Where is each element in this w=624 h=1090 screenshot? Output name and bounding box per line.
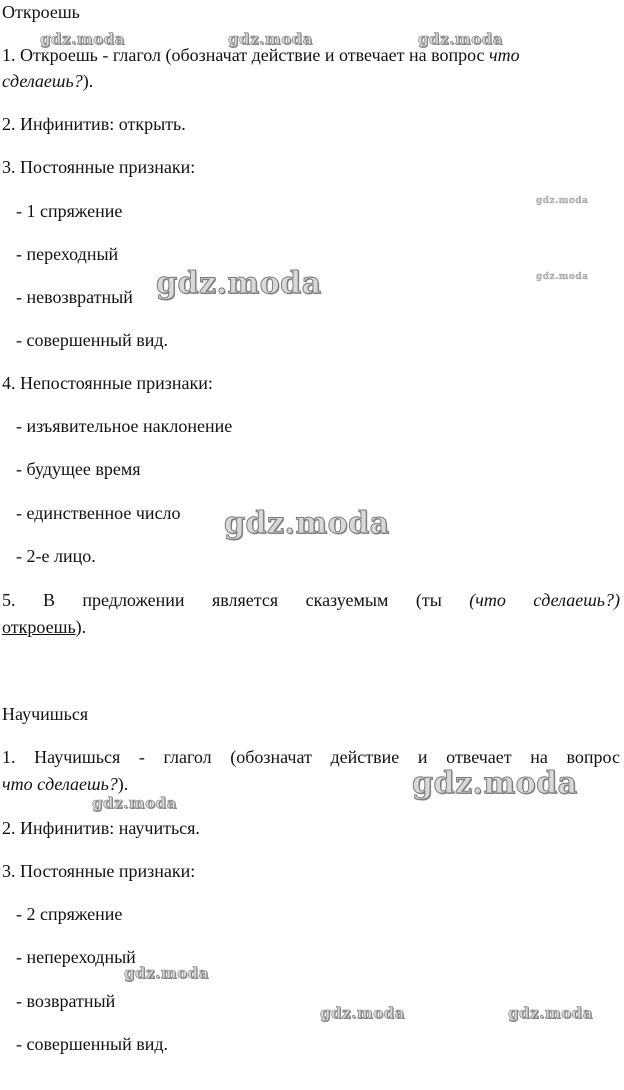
watermark: gdz.moda: [224, 506, 390, 541]
list-item: - 2-е лицо.: [16, 546, 96, 566]
list-item: - единственное число: [16, 503, 181, 523]
watermark: gdz.moda: [508, 1004, 593, 1022]
watermark: gdz.moda: [536, 272, 589, 282]
watermark: gdz.moda: [412, 766, 578, 801]
point-1-question: что сделаешь?: [2, 774, 118, 794]
section-1-point-5: [2, 589, 620, 611]
point-1-question-cont: сделаешь?: [2, 71, 83, 91]
section-1-point-1-cont: [2, 70, 93, 92]
section-2-point-2: 2. Инфинитив: научиться.: [2, 818, 200, 838]
section-2-point-1-cont: [2, 773, 128, 795]
watermark: gdz.moda: [320, 1004, 405, 1022]
section-2-title: Научишься: [2, 704, 89, 724]
section-1-point-5-cont: [2, 616, 86, 638]
point-1-question: что: [489, 45, 520, 65]
watermark: gdz.moda: [156, 266, 322, 301]
point-1-end: ).: [117, 774, 129, 794]
list-item: - невозвратный: [16, 287, 133, 307]
point-5-text: 5. В предложении является сказуемым (ты: [2, 590, 470, 610]
list-item: - непереходный: [16, 947, 136, 967]
watermark: gdz.moda: [92, 794, 177, 812]
list-item: - изъявительное наклонение: [16, 416, 233, 436]
watermark: gdz.moda: [536, 196, 589, 206]
section-1-point-4: 4. Непостоянные признаки:: [2, 373, 213, 393]
point-5-question: (что сделаешь?): [469, 590, 620, 610]
section-1-point-3: 3. Постоянные признаки:: [2, 157, 196, 177]
list-item: - 2 спряжение: [16, 904, 123, 924]
section-2-point-3: 3. Постоянные признаки:: [2, 861, 196, 881]
section-2-point-1: 1. Научишься - глагол (обозначат действие и отвечает на вопрос: [2, 747, 620, 767]
watermark: gdz.moda: [40, 30, 125, 48]
watermark: gdz.moda: [228, 30, 313, 48]
watermark: gdz.moda: [124, 964, 209, 982]
list-item: - возвратный: [16, 991, 116, 1011]
underlined-word: откроешь: [2, 617, 76, 637]
point-1-text: 1. Откроешь - глагол (обозначат действие и отвечает на вопрос: [2, 45, 490, 65]
list-item: - 1 спряжение: [16, 201, 123, 221]
section-1-title: Откроешь: [2, 2, 80, 22]
list-item: - совершенный вид.: [16, 330, 168, 350]
list-item: - переходный: [16, 244, 119, 264]
list-item: - будущее время: [16, 459, 141, 479]
point-5-end: ).: [75, 617, 87, 637]
list-item: - совершенный вид.: [16, 1034, 168, 1054]
section-1-point-2: 2. Инфинитив: открыть.: [2, 114, 186, 134]
watermark: gdz.moda: [418, 30, 503, 48]
point-1-end: ).: [82, 71, 94, 91]
